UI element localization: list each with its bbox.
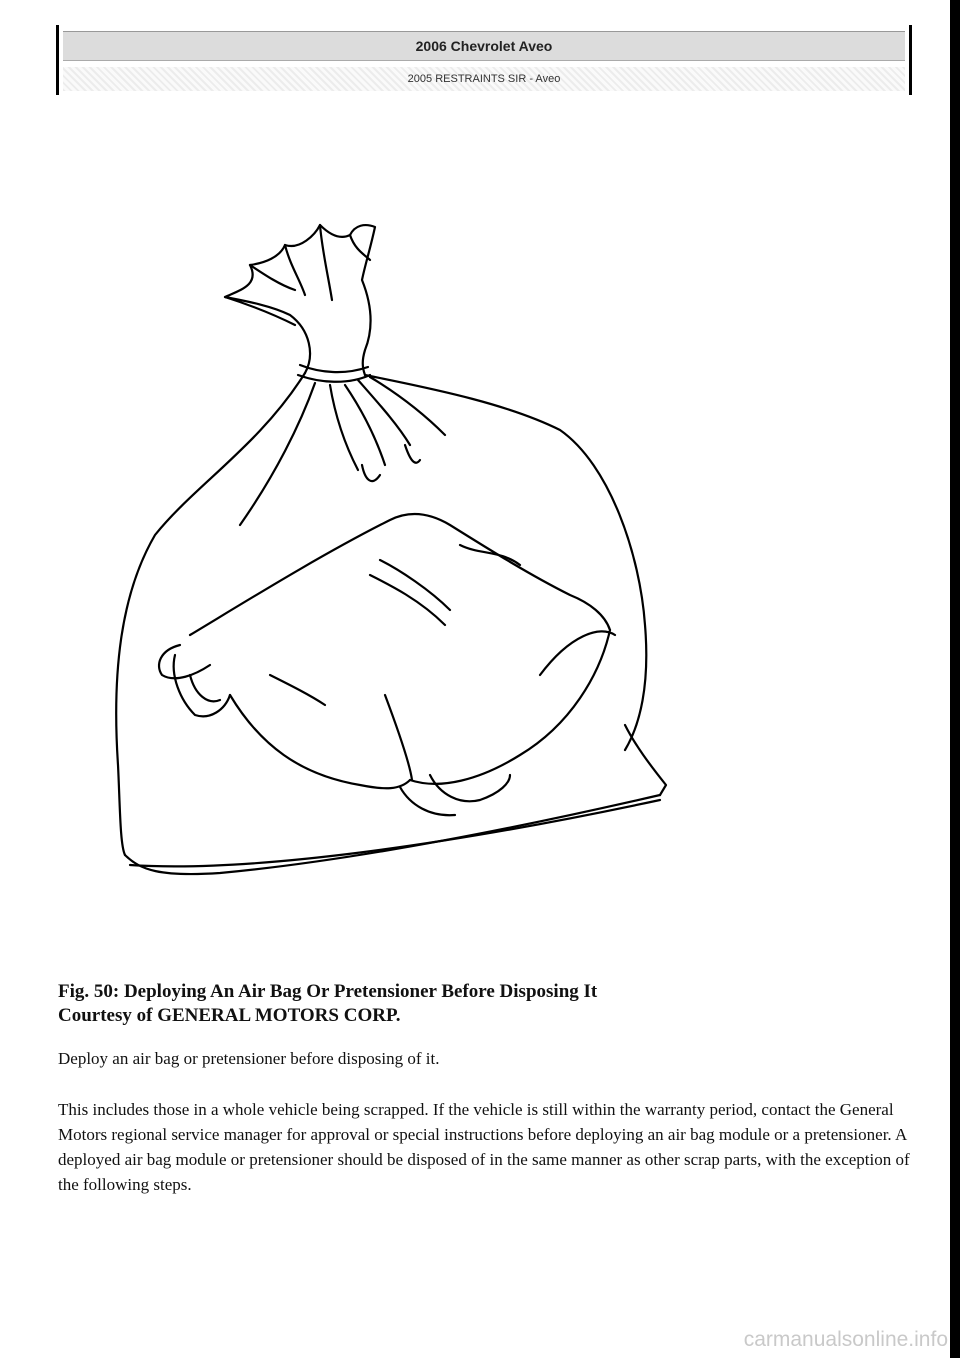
- document-title: 2006 Chevrolet Aveo: [63, 31, 905, 61]
- caption-credit: Courtesy of GENERAL MOTORS CORP.: [58, 1005, 401, 1026]
- airbag-in-bag-illustration: [100, 205, 680, 895]
- page-edge-bar: [950, 0, 960, 1358]
- body-paragraph-2: This includes those in a whole vehicle being scrapped. If the vehicle is still within the warranty period, contact the General Motors regional service manager for approval or special instructions before deploying an air bag module or a pretensioner. A deployed air bag module or pretensioner should be disposed of in the same manner as other scrap parts, with the exception of the following steps.: [58, 1100, 910, 1194]
- document-subtitle: 2005 RESTRAINTS SIR - Aveo: [63, 67, 905, 91]
- watermark: carmanualsonline.info: [743, 1328, 948, 1351]
- figure-caption: [58, 980, 918, 1028]
- caption-title: Fig. 50: Deploying An Air Bag Or Pretensioner Before Disposing It: [58, 981, 598, 1002]
- page-header: [56, 25, 912, 95]
- body-paragraph-1: Deploy an air bag or pretensioner before disposing of it.: [58, 1049, 440, 1068]
